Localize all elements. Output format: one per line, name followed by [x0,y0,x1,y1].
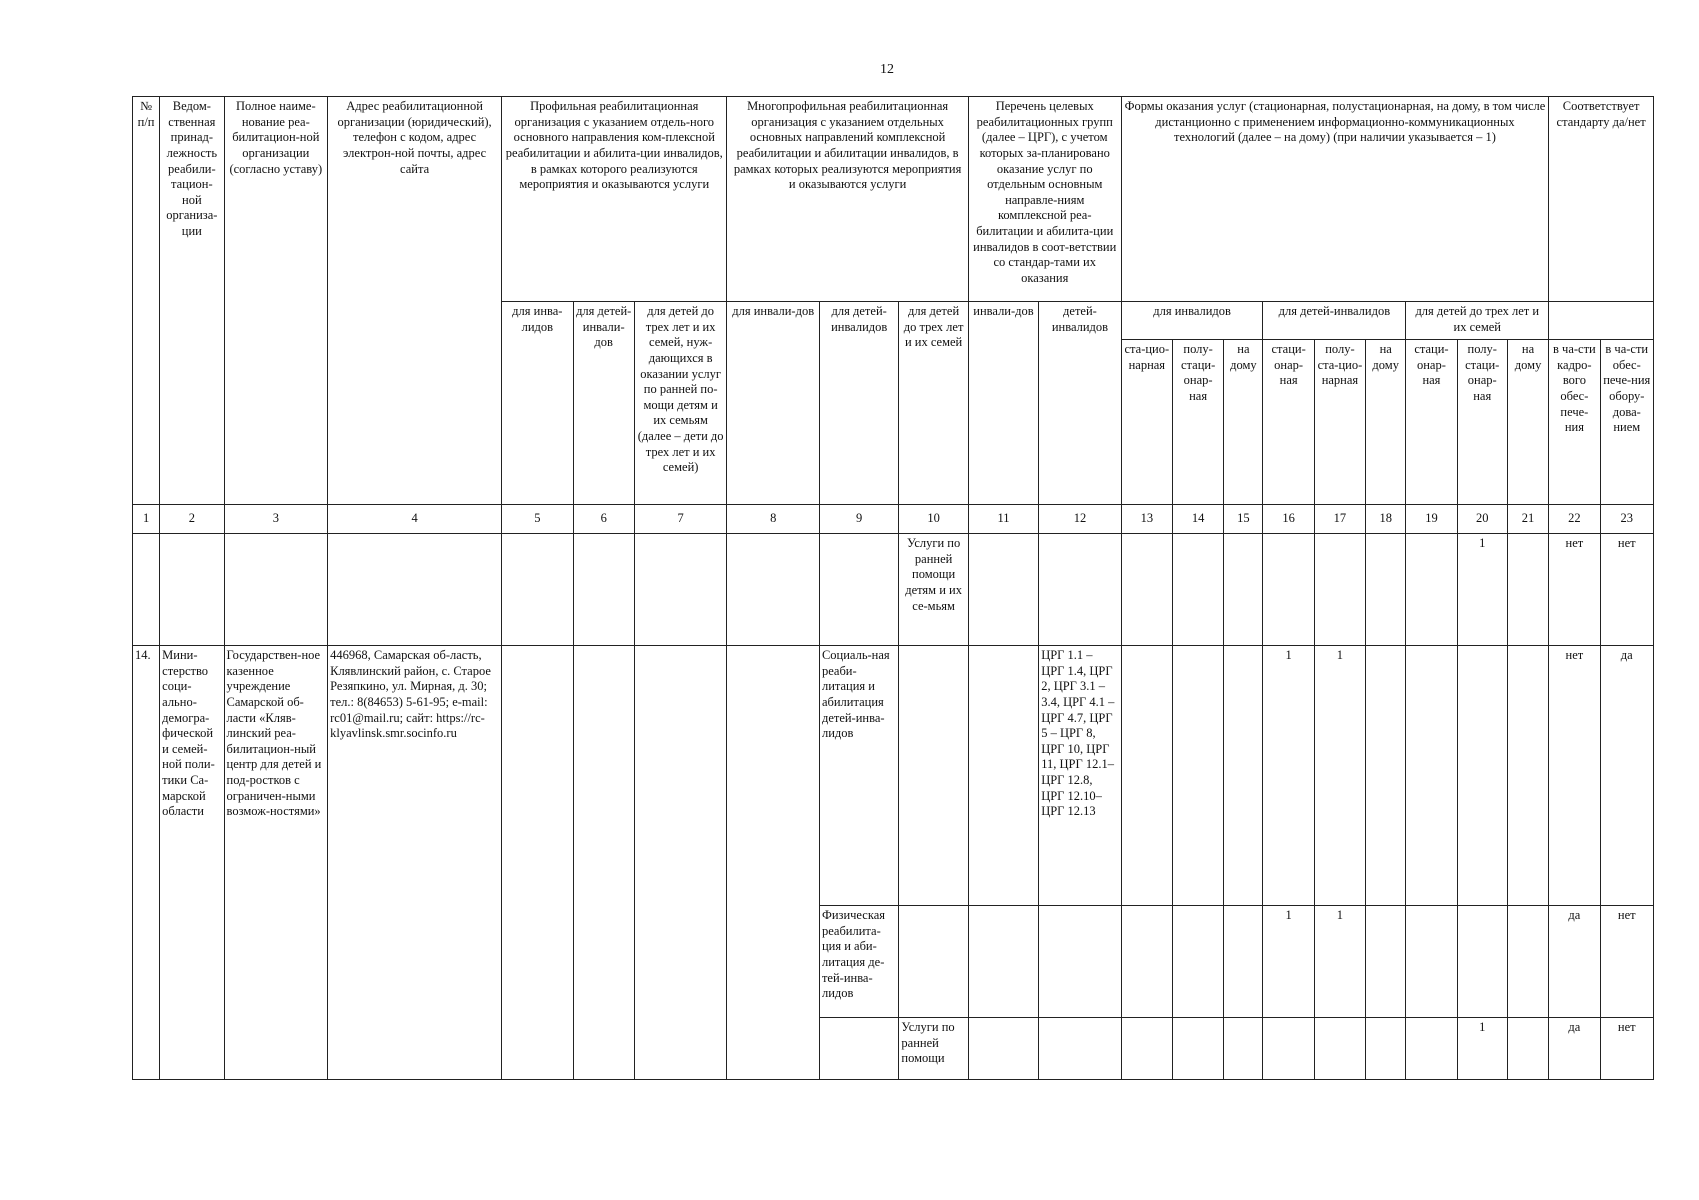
header-address: Адрес реабилитационной организации (юридический), телефон с кодом, адрес электрон-ной почты, адрес сайта [328,97,502,505]
header-service-forms: Формы оказания услуг (стационарная, полустационарная, на дому, в том числе дистанционно с применением информационно-коммуникационных технологий (далее – на дому) (при наличии указывается – 1) [1121,97,1549,302]
col-number: 2 [160,505,224,534]
header-blank [1549,302,1654,340]
col-number: 12 [1039,505,1121,534]
cell-value: нет [1600,534,1653,646]
header-col14: полу-стаци-онар-ная [1172,340,1223,505]
header-col13: ста-цио-нарная [1121,340,1172,505]
col-number: 11 [968,505,1038,534]
header-col6: для детей-инвали-дов [573,302,634,505]
cell-value: 1 [1314,646,1365,906]
col-number: 5 [502,505,573,534]
cell-value: 1 [1457,1018,1507,1080]
header-col8: для инвали-дов [727,302,820,505]
col-number: 15 [1224,505,1263,534]
col-number: 3 [224,505,328,534]
row-number: 14. [133,646,160,1080]
header-department: Ведом-ственная принад-лежность реабили-тацион-ной организа-ции [160,97,224,505]
cell-value: нет [1600,906,1653,1018]
early-help-services: Услуги по ранней помощи детям и их се-мьям [899,534,968,646]
header-col12: детей-инвалидов [1039,302,1121,505]
col-number: 10 [899,505,968,534]
header-col10: для детей до трех лет и их семей [899,302,968,505]
col-number: 7 [634,505,727,534]
direction-physical-rehab: Физическая реабилита-ция и аби-литация де-тей-инва-лидов [819,906,898,1018]
header-col9: для детей-инвалидов [819,302,898,505]
col-number: 9 [819,505,898,534]
col-number: 13 [1121,505,1172,534]
col-number: 16 [1263,505,1314,534]
cell-value: да [1600,646,1653,906]
col-number: 8 [727,505,820,534]
col-number: 4 [328,505,502,534]
direction-social-rehab: Социаль-ная реаби-литация и абилитация детей-инва-лидов [819,646,898,906]
header-forms-disabled-children: для детей-инвалидов [1263,302,1406,340]
organization-address: 446968, Самарская об-ласть, Клявлинский район, с. Старое Резяпкино, ул. Мирная, д. 30; тел.: 8(84653) 5-61-95; e-mail: rc01@mail.ru; сайт: https://rc-klyavlinsk.smr.socinfo.ru [328,646,502,1080]
cell-value: 1 [1314,906,1365,1018]
header-standard-compliance: Соответствует стандарту да/нет [1549,97,1654,302]
cell-value: 1 [1457,534,1507,646]
cell-value: да [1549,906,1600,1018]
header-col22: в ча-сти кадро-вого обес-пече-ния [1549,340,1600,505]
cell-value: нет [1600,1018,1653,1080]
header-col23: в ча-сти обес-пече-ния обору-дова-нием [1600,340,1653,505]
cell-value: 1 [1263,646,1314,906]
header-col21: на дому [1507,340,1548,505]
early-help-services: Услуги по ранней помощи [899,1018,968,1080]
header-profile-org: Профильная реабилитационная организация с указанием отдель-ного основного направления ком-плексной реабилитации и абилита-ции инвалидов, в рамках которого реализуются мероприятия и оказываются услуги [502,97,727,302]
col-number: 1 [133,505,160,534]
header-number: № п/п [133,97,160,505]
header-target-groups: Перечень целевых реабилитационных групп (далее – ЦРГ), с учетом которых за-планировано оказание услуг по отдельным основным направле-ниям комплексной реа-билитации и абилита-ции инвалидов в соот-ветствии со стандар-тами их оказания [968,97,1121,302]
table-row [133,534,1654,646]
header-col20: полу-стаци-онар-ная [1457,340,1507,505]
col-number: 20 [1457,505,1507,534]
organization-name: Государствен-ное казенное учреждение Самарской об-ласти «Кляв-линский реа-билитацион-ный центр для детей и под-ростков с ограничен-ными возмож-ностями» [224,646,328,1080]
header-col15: на дому [1224,340,1263,505]
rehab-organizations-table [132,96,1654,1080]
header-org-name: Полное наиме-нование реа-билитацион-ной организации (согласно уставу) [224,97,328,505]
header-col7: для детей до трех лет и их семей, нуж-дающихся в оказании услуг по ранней по-мощи детям и их семьям (далее – дети до трех лет и их семей) [634,302,727,505]
col-number: 22 [1549,505,1600,534]
col-number: 17 [1314,505,1365,534]
cell-value: нет [1549,534,1600,646]
header-col11: инвали-дов [968,302,1038,505]
col-number: 21 [1507,505,1548,534]
page-number: 12 [880,62,894,77]
header-col18: на дому [1366,340,1406,505]
department: Мини-стерство соци-ально-демогра-фической и семей-ной поли-тики Са-марской области [160,646,224,1080]
header-col16: стаци-онар-ная [1263,340,1314,505]
cell-value: нет [1549,646,1600,906]
table-row [133,646,1654,906]
target-groups-list: ЦРГ 1.1 – ЦРГ 1.4, ЦРГ 2, ЦРГ 3.1 – 3.4, ЦРГ 4.1 – ЦРГ 4.7, ЦРГ 5 – ЦРГ 8, ЦРГ 10, ЦРГ 11, ЦРГ 12.1– ЦРГ 12.8, ЦРГ 12.10– ЦРГ 12.13 [1039,646,1121,906]
header-col19: стаци-онар-ная [1406,340,1457,505]
header-col5: для инва-лидов [502,302,573,505]
col-number: 23 [1600,505,1653,534]
cell-value: 1 [1263,906,1314,1018]
column-numbers-row [133,505,1654,534]
cell-value: да [1549,1018,1600,1080]
header-forms-disabled: для инвалидов [1121,302,1263,340]
header-forms-under-three: для детей до трех лет и их семей [1406,302,1549,340]
header-col17: полу-ста-цио-нарная [1314,340,1365,505]
col-number: 6 [573,505,634,534]
col-number: 14 [1172,505,1223,534]
header-multiprofile-org: Многопрофильная реабилитационная организация с указанием отдельных основных направлений комплексной реабилитации и абилитации инвалидов, в рамках которых реализуются мероприятия и оказываются услуги [727,97,968,302]
col-number: 18 [1366,505,1406,534]
header-row-1 [133,97,1654,302]
col-number: 19 [1406,505,1457,534]
